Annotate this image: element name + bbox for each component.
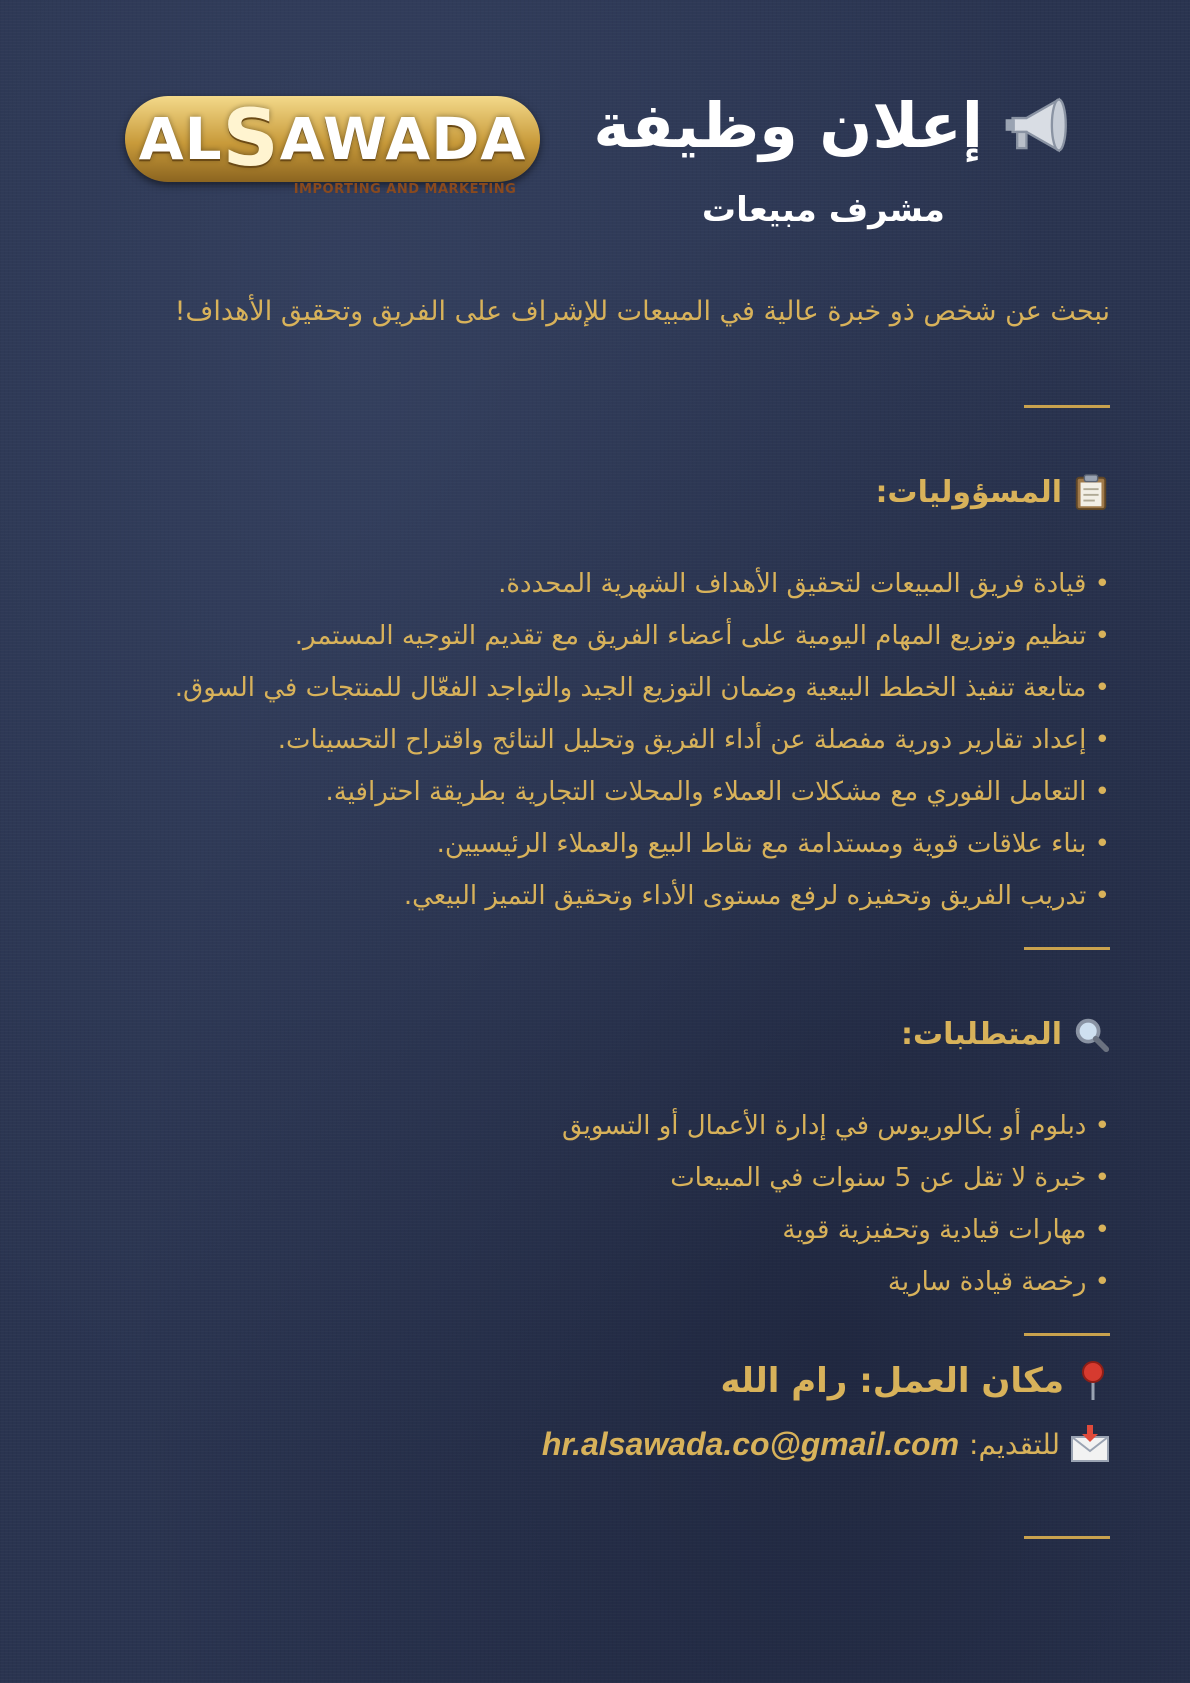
page-title: إعلان وظيفة [593, 88, 983, 162]
list-item: • قيادة فريق المبيعات لتحقيق الأهداف الشهرية المحددة. [175, 558, 1110, 610]
list-item: • رخصة قيادة سارية [562, 1256, 1110, 1308]
apply-label: للتقديم: [969, 1427, 1060, 1461]
company-logo [125, 96, 540, 206]
requirements-heading [901, 1015, 1110, 1053]
megaphone-icon [1001, 88, 1075, 162]
list-item: • مهارات قيادية وتحفيزية قوية [562, 1204, 1110, 1256]
list-item: • خبرة لا تقل عن 5 سنوات في المبيعات [562, 1152, 1110, 1204]
pin-icon [1076, 1360, 1110, 1402]
clipboard-icon [1072, 473, 1110, 511]
title-row [555, 88, 1075, 162]
logo-wordmark [125, 96, 540, 182]
logo-al: AL [138, 105, 223, 173]
requirements-title: المتطلبات: [900, 1016, 1062, 1052]
logo-tagline: IMPORTING AND MARKETING [293, 182, 517, 197]
divider [1024, 1333, 1110, 1336]
intro-text: نبحث عن شخص ذو خبرة عالية في المبيعات للإشراف على الفريق وتحقيق الأهداف! [174, 296, 1110, 327]
responsibilities-list [175, 558, 1110, 922]
list-item: • تنظيم وتوزيع المهام اليومية على أعضاء الفريق مع تقديم التوجيه المستمر. [175, 610, 1110, 662]
list-item: • بناء علاقات قوية ومستدامة مع نقاط البيع والعملاء الرئيسيين. [175, 818, 1110, 870]
responsibilities-title: المسؤوليات: [875, 474, 1062, 510]
logo-s: S [222, 94, 280, 184]
magnifier-icon [1072, 1015, 1110, 1053]
logo-awada: AWADA [279, 105, 527, 173]
work-location [720, 1360, 1110, 1402]
list-item: • متابعة تنفيذ الخطط البيعية وضمان التوزيع الجيد والتواجد الفعّال للمنتجات في السوق. [175, 662, 1110, 714]
list-item: • تدريب الفريق وتحفيزه لرفع مستوى الأداء وتحقيق التميز البيعي. [175, 870, 1110, 922]
divider [1024, 1536, 1110, 1539]
email-link[interactable]: hr.alsawada.co@gmail.com [541, 1425, 960, 1462]
job-subtitle: مشرف مبيعات [701, 190, 945, 230]
divider [1024, 405, 1110, 408]
envelope-icon [1070, 1425, 1110, 1463]
list-item: • التعامل الفوري مع مشكلات العملاء والمحلات التجارية بطريقة احترافية. [175, 766, 1110, 818]
list-item: • دبلوم أو بكالوريوس في إدارة الأعمال أو التسويق [562, 1100, 1110, 1152]
responsibilities-heading [875, 473, 1110, 511]
apply-info [542, 1425, 1110, 1463]
list-item: • إعداد تقارير دورية مفصلة عن أداء الفريق وتحليل النتائج واقتراح التحسينات. [175, 714, 1110, 766]
requirements-list [562, 1100, 1110, 1308]
location-text: مكان العمل: رام الله [720, 1361, 1064, 1401]
divider [1024, 947, 1110, 950]
